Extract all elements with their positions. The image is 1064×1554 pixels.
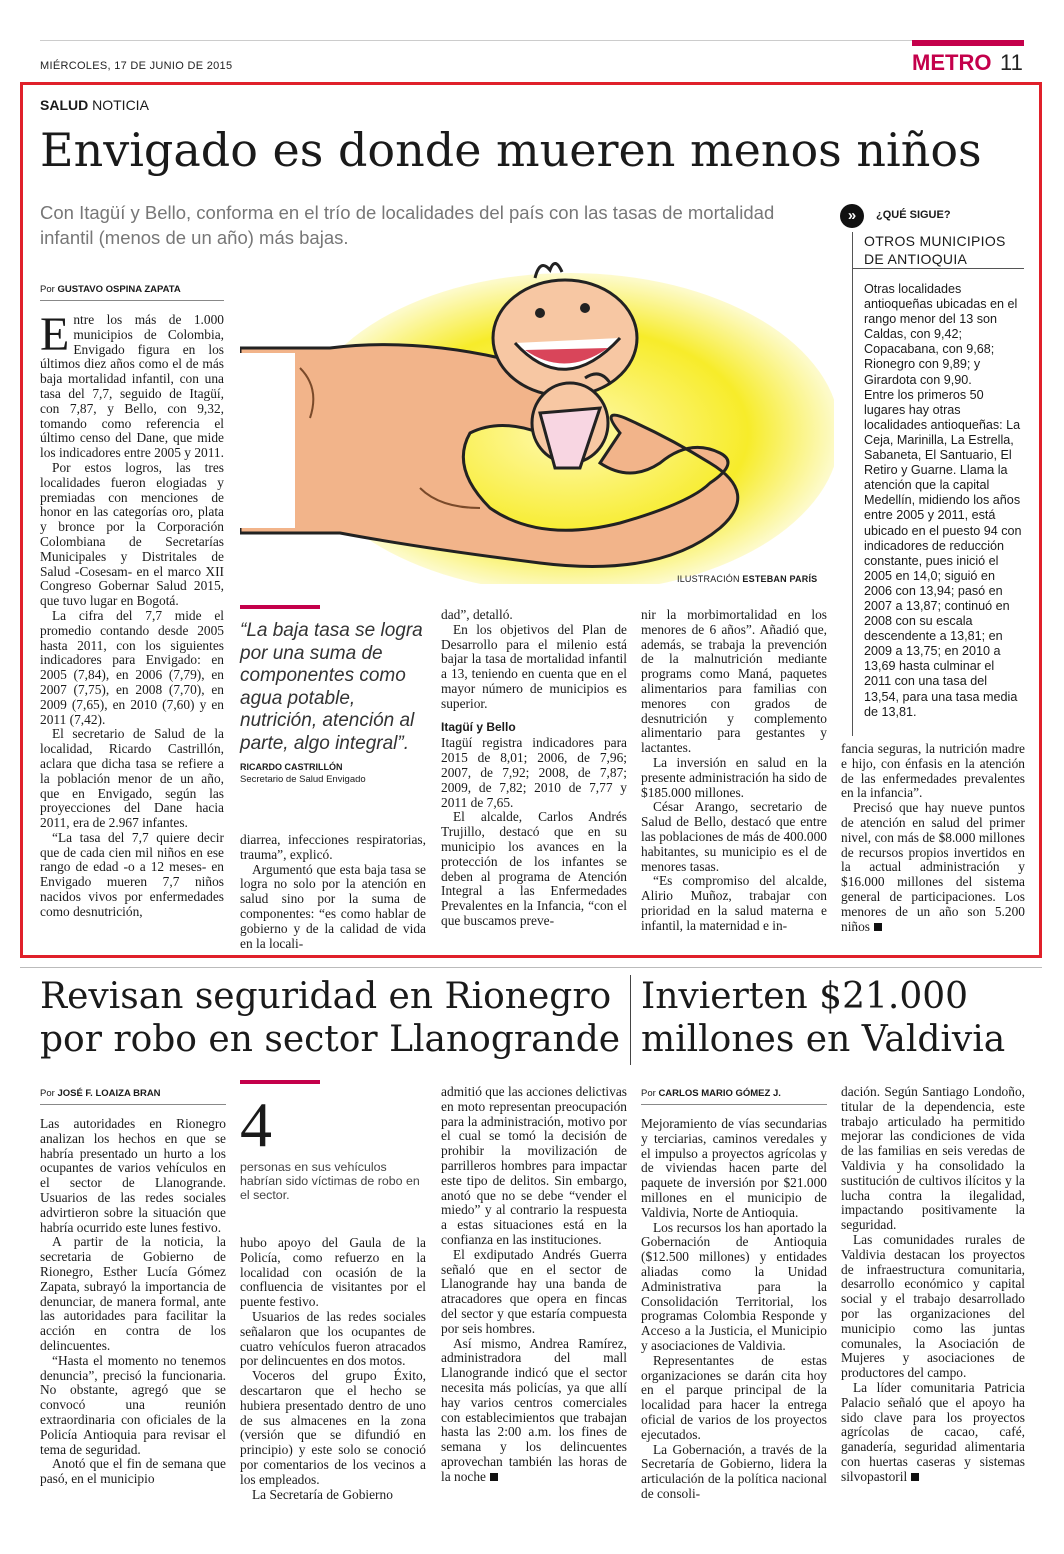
article-column-3 bbox=[441, 608, 627, 929]
byline-rule bbox=[40, 1104, 226, 1105]
paragraph: “La tasa del 7,7 quiere decir que de cada cien mil niños en ese rango de edad -o a 12 meses- en Envigado mueren 7,7 niños nacidos vivos por enfermedades como desnutrición, bbox=[40, 829, 224, 919]
stat-number: 4 bbox=[240, 1089, 272, 1160]
sidebar-title-line: DE ANTIOQUIA bbox=[864, 251, 968, 267]
paragraph: “Hasta el momento no tenemos denuncia”, precisó la funcionaria. No obstante, agregó que se convocó una reunión extraordinaria con oficiales de la Policía Antioquia para revisar el tema de seguridad. bbox=[40, 1352, 226, 1457]
rionegro-column-2 bbox=[240, 1236, 426, 1502]
byline-prefix: Por bbox=[40, 284, 58, 295]
rionegro-column-1 bbox=[40, 1117, 226, 1487]
baby-hand-illustration bbox=[240, 258, 834, 584]
paragraph: hubo apoyo del Gaula de la Policía, como refuerzo en la localidad con ocasión de la confluencia de visitantes por el puente festivo. bbox=[240, 1235, 426, 1310]
headline: Envigado es donde mueren menos niños bbox=[40, 123, 982, 177]
byline-rule bbox=[40, 300, 224, 301]
sidebar-paragraph: Entre los primeros 50 lugares hay otras localidades antioqueñas: La Ceja, Marinilla, La Estrella, Sabaneta, El Santuario, El Retiro y Guarne. Llama la atención que la capital Medellín, midiendo los años entre 2005 y 2011, está ubicado en el puesto 94 con indicadores de reducción constante, pues inició el 2005 en 14,0; siguió en 2006 con 13,94; pasó en 2007 a 13,87; continuó en 2008 con su escala descendente a 13,81; en 2009 a 13,75; en 2010 a 13,69 hasta culminar el 2011 con una tasa del 13,54, para una tasa media de 13,81. bbox=[864, 387, 1022, 719]
paragraph: Así mismo, Andrea Ramírez, administradora del mall Llanogrande indicó que el sector necesita más policías, ya que allí hay varios centros comerciales con establecimientos que trabajan hasta las 2:00 a.m. los fines de semana y los delincuentes aprovechan también las horas de la noche bbox=[441, 1335, 627, 1484]
paragraph: dación. Según Santiago Londoño, titular de la dependencia, este trabajo articulado ha permitido mejorar las condiciones de vida de las familias en seis veredas de Valdivia y ha consolidado la sustitución de cultivos ilícitos y la lucha contra la ilegalidad, impactando positivamente la seguridad. bbox=[841, 1084, 1025, 1233]
paragraph: La Gobernación, a través de la Secretaría de Gobierno, lidera la articulación de la política nacional de consoli- bbox=[641, 1441, 827, 1501]
quote-attribution-role: Secretario de Salud Envigado bbox=[240, 774, 366, 785]
byline-author: GUSTAVO OSPINA ZAPATA bbox=[57, 284, 181, 295]
end-mark bbox=[911, 1473, 919, 1481]
sidebar-title-rule bbox=[852, 268, 1024, 269]
paragraph: Por estos logros, las tres localidades fueron elogiadas y premiadas con menciones de honor en las categorías oro, plata y bronce por la Corporación Colombiana de Secretarías Municipales y Distritales de Salud -Cosesam- en el marco XII Congreso Gobernar Salud 2015, que tuvo lugar en Bogotá. bbox=[40, 459, 224, 609]
byline-author: JOSÉ F. LOAIZA BRAN bbox=[57, 1088, 161, 1099]
byline-rule bbox=[641, 1104, 827, 1105]
paragraph: Anotó que el fin de semana que pasó, en el municipio bbox=[40, 1456, 226, 1487]
end-mark bbox=[490, 1473, 498, 1481]
drop-cap: E bbox=[40, 308, 70, 361]
credit-prefix: ILUSTRACIÓN bbox=[677, 574, 743, 584]
paragraph: dad”, detalló. bbox=[441, 607, 513, 622]
rionegro-column-3 bbox=[441, 1085, 627, 1485]
subheading: Itagüí y Bello bbox=[441, 719, 516, 734]
page-number: 11 bbox=[1000, 50, 1023, 75]
top-rule bbox=[40, 40, 1024, 41]
byline-valdivia bbox=[641, 1088, 781, 1099]
paragraph: César Arango, secretario de Salud de Bello, destacó que entre las poblaciones de más de 400.000 habitantes, su municipio es el de menores tasas. bbox=[641, 799, 827, 874]
paragraph: Usuarios de las redes sociales señalaron que los ocupantes de cuatro vehículos fueron atracados por delincuentes en dos motos. bbox=[240, 1308, 426, 1369]
pull-quote: “La baja tasa se logra por una suma de componentes como agua potable, nutrición, atención al parte, algo integral”. bbox=[240, 620, 423, 754]
article-column-4 bbox=[641, 608, 827, 934]
byline-author: CARLOS MARIO GÓMEZ J. bbox=[658, 1088, 781, 1099]
sidebar-title bbox=[864, 232, 1006, 268]
paragraph: admitió que las acciones delictivas en moto representan preocupación para la administración, motivo por el cual se tomó la decisión de prohibir la movilización de parrilleros hombres para impactar este tipo de delitos. Sin embargo, anotó que no se debe “vender el miedo” y al contrario la respuesta a estas situaciones está en la confianza en las instituciones. bbox=[441, 1084, 627, 1247]
paragraph: Argumentó que esta baja tasa se logra no solo por la atención en salud sino por la suma de componentes: “es como hablar de gobierno y de la calidad de vida en la locali- bbox=[240, 861, 426, 951]
paragraph: La cifra del 7,7 mide el promedio contando desde 2005 hasta 2011, con los siguientes indicadores para Envigado: en 2005 (7,84), en 2006 (7,79), en 2007 (7,75), en 2008 (7,70), en 2009 (7,65), en 2010 (7,60) y en 2011 (7,42). bbox=[40, 607, 224, 727]
valdivia-column-1 bbox=[641, 1117, 827, 1502]
headline-separator bbox=[630, 975, 631, 1065]
issue-date: MIÉRCOLES, 17 DE JUNIO DE 2015 bbox=[40, 60, 233, 72]
section-name: METRO bbox=[912, 50, 992, 75]
headline-valdivia: Invierten $21.000 millones en Valdivia bbox=[641, 976, 1006, 1060]
sidebar-rule bbox=[852, 232, 853, 736]
byline-prefix: Por bbox=[40, 1088, 58, 1099]
quote-accent-bar bbox=[240, 605, 320, 609]
paragraph: ntre los más de 1.000 municipios de Colombia, Envigado figura en los últimos diez años como el de más baja mortalidad infantil, con una tasa del 7,7, seguido de Itagüí, con 7,87, y Bello, con 9,32, tomando como referencia el último censo del Dane, que mide los indicadores entre 2005 y 2011. bbox=[40, 312, 224, 461]
paragraph: Los recursos los han aportado la Gobernación de Antioquia ($12.500 millones) y entidades aliadas como la Unidad Administrativa para la Consolidación Territorial, los programas Colombia Responde y Acceso a la Justicia, el Municipio y asociaciones de Valdivia. bbox=[641, 1219, 827, 1353]
article-column-5 bbox=[841, 742, 1025, 934]
paragraph: La líder comunitaria Patricia Palacio señaló que el apoyo ha sido clave para los proyectos agrícolas de cacao, café, ganadería, seguridad alimentaria con huertas caseras y sistemas silvopastoril bbox=[841, 1379, 1025, 1484]
paragraph: “Es compromiso del alcalde, Alirio Muñoz, trabajar con prioridad en la salud materna e infantil, la maternidad e in- bbox=[641, 873, 827, 933]
paragraph: fancia seguras, la nutrición madre e hijo, con énfasis en la atención de las enfermedades prevalentes en la infancia”. bbox=[841, 741, 1025, 801]
paragraph: diarrea, infecciones respiratorias, trauma”, explicó. bbox=[240, 832, 426, 862]
paragraph: nir la morbimortalidad en los menores de 6 años”. Añadió que, además, se trabaja la prevención de la malnutrición mediante programs como Maná, paquetes alimentarios para familias con menores con grados de desnutrición y complemento alimentario para gestantes y lactantes. bbox=[641, 607, 827, 756]
paragraph: Precisó que hay nueve puntos de atención en salud del primer nivel, con más de $8.000 millones de recursos propios invertidos en la actual administración y $16.000 millones del sistema general de participaciones. Los menores de un año son 5.200 niños bbox=[841, 800, 1025, 934]
paragraph: Mejoramiento de vías secundarias y terciarias, caminos veredales y el impulso a proyectos agrícolas y de viviendas hacen parte del paquete de inversión por $21.000 millones en el municipio de Valdivia, Norte de Antioquia. bbox=[641, 1116, 827, 1220]
stat-caption: personas en sus vehículos habrían sido víctimas de robo en el sector. bbox=[240, 1160, 420, 1202]
deck: Con Itagüí y Bello, conforma en el trío de localidades del país con las tasas de mortalidad infantil (menos de un año) más bajas. bbox=[40, 202, 775, 248]
paragraph: El exdiputado Andrés Guerra señaló que en el sector de Llanogrande hay una banda de atracadores que opera en fincas del sector y que estaría compuesta por seis hombres. bbox=[441, 1246, 627, 1336]
paragraph: En los objetivos del Plan de Desarrollo para el milenio está bajar la tasa de mortalidad infantil a 13, teniendo en cuenta que en el mayor número de municipios es superior. bbox=[441, 621, 627, 711]
sidebar-text bbox=[864, 282, 1024, 720]
byline-prefix: Por bbox=[641, 1088, 659, 1099]
end-mark bbox=[874, 923, 882, 931]
paragraph: Las comunidades rurales de Valdivia destacan los proyectos de infraestructura comunitaria, desarrollo económico y capital social y el trabajo desarrollado por las organizaciones del municipio como las juntas comunales, la Asociación de Mujeres y asociaciones de productores del campo. bbox=[841, 1231, 1025, 1381]
illustration-credit bbox=[677, 574, 817, 584]
paragraph: Voceros del grupo Éxito, descartaron que el hecho se hubiera presentado dentro de uno de sus almacenes en la zona (versión que se difundió en principio) y este solo se conoció por comentarios de los vecinos a los empleados. bbox=[240, 1368, 426, 1487]
paragraph: El alcalde, Carlos Andrés Trujillo, destacó que en su municipio los avances en la protección de los infantes se deben al programa de Atención Integral a las Enfermedades Prevalentes en la Infancia, “con el que buscamos preve- bbox=[441, 809, 627, 928]
sidebar-title-line: OTROS MUNICIPIOS bbox=[864, 233, 1006, 249]
kicker-topic: SALUD bbox=[40, 97, 89, 113]
article-column-2 bbox=[240, 833, 426, 951]
quote-attribution-name: RICARDO CASTRILLÓN bbox=[240, 762, 343, 772]
headline-rionegro: Revisan seguridad en Rionegro por robo en sector Llanogrande bbox=[40, 976, 621, 1060]
byline bbox=[40, 284, 181, 295]
section-divider bbox=[20, 967, 1042, 968]
forward-arrows-icon: » bbox=[840, 204, 864, 228]
kicker bbox=[40, 97, 149, 113]
paragraph: El secretario de Salud de la localidad, Ricardo Castrillón, aclara que dicha tasa se refiere a la población menor de un año, que en Envigado, según las proyecciones del Dane hacia 2011, era de 2.967 infantes. bbox=[40, 726, 224, 831]
paragraph: A partir de la noticia, la secretaria de Gobierno de Rionegro, Esther Lucía Gómez Zapata, subrayó la importancia de denunciar, de manera formal, ante las autoridades para facilitar la acción en contra de los delincuentes. bbox=[40, 1234, 226, 1353]
sidebar-paragraph: Otras localidades antioqueñas ubicadas en el rango menor del 13 son Caldas, con 9,42; Copacabana, con 9,68; Rionegro con 9,89; y Girardota con 9,90. bbox=[864, 282, 1018, 387]
paragraph: Las autoridades en Rionegro analizan los hechos en que se habría presentado un hurto a los ocupantes de varios vehículos en el sector de Llanogrande. Usuarios de las redes sociales advirtieron sobre la situación que habría ocurrido este lunes festivo. bbox=[40, 1116, 226, 1235]
section-accent-bar bbox=[912, 40, 1024, 46]
sidebar-label: ¿QUÉ SIGUE? bbox=[876, 209, 951, 221]
kicker-type: NOTICIA bbox=[88, 97, 149, 113]
paragraph: La Secretaría de Gobierno bbox=[252, 1486, 393, 1502]
valdivia-column-2 bbox=[841, 1085, 1025, 1485]
byline-rionegro bbox=[40, 1088, 161, 1099]
paragraph: Representantes de estas organizaciones se darán cita hoy en el parque principal de la localidad para hacer la entrega oficial de varios de los proyectos ejecutados. bbox=[641, 1352, 827, 1442]
paragraph: La inversión en salud en la presente administración ha sido de $185.000 millones. bbox=[641, 754, 827, 800]
stat-accent-bar bbox=[240, 1080, 320, 1084]
article-column-1 bbox=[40, 308, 224, 920]
credit-author: ESTEBAN PARÍS bbox=[742, 574, 818, 584]
paragraph: Itagüí registra indicadores para 2015 de 8,01; 2006, de 7,96; 2007, de 7,92; 2008, de 7,87; 2009, de 7,82; 2010 de 7,77 y 2011 de 7,65. bbox=[441, 735, 627, 810]
